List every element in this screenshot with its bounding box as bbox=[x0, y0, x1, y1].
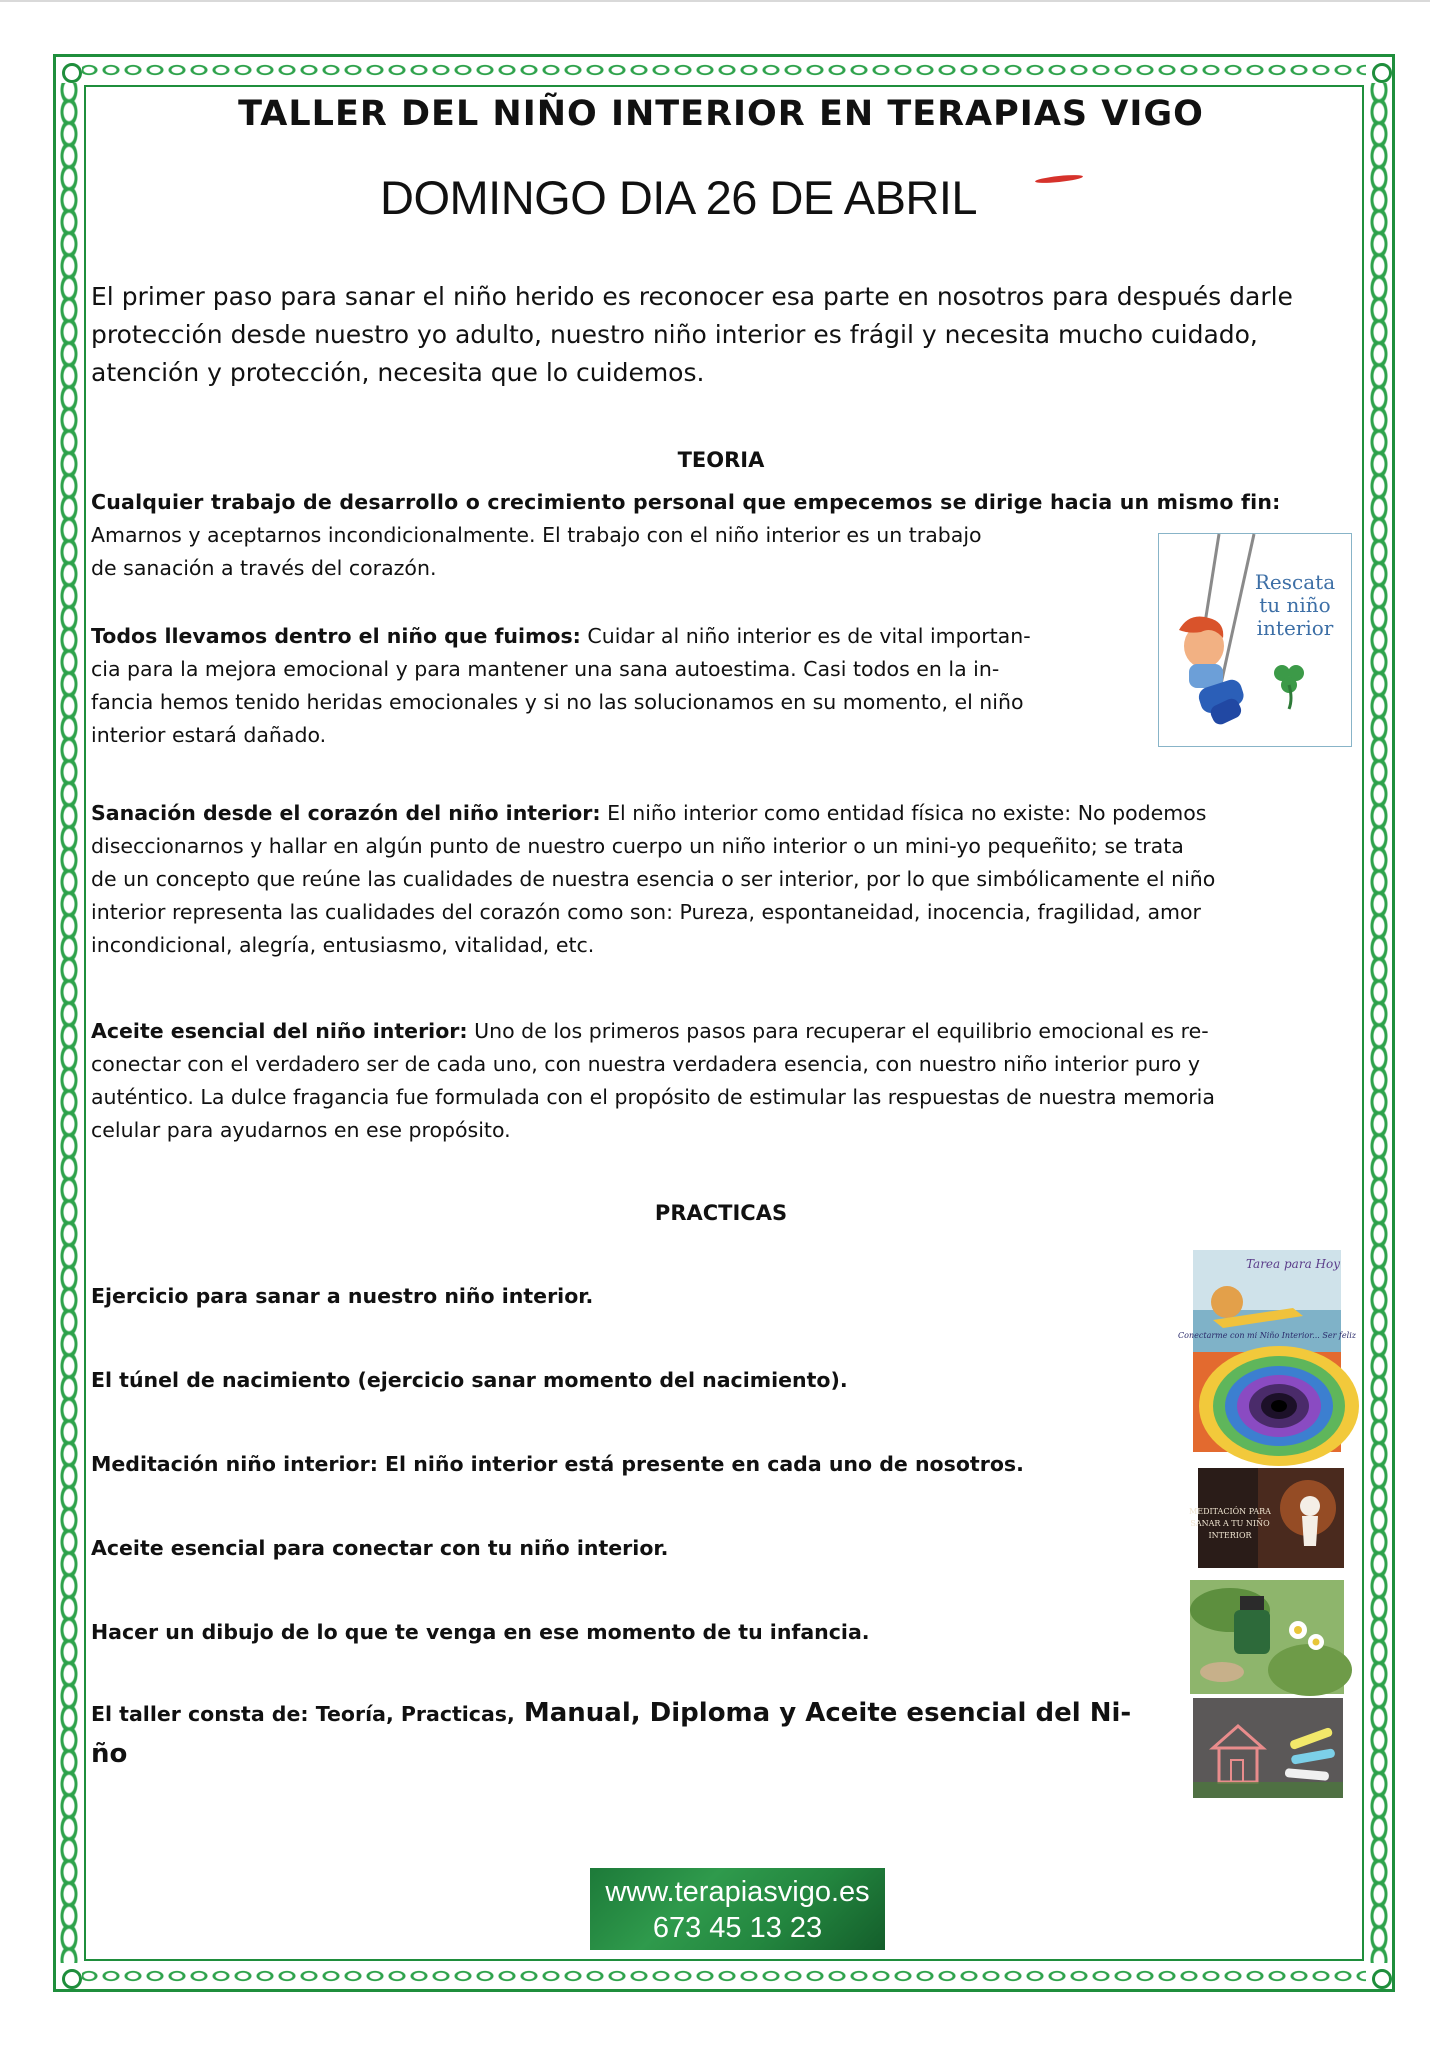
teoria-paragraph-1-cont bbox=[91, 519, 982, 585]
practice-item: El túnel de nacimiento (ejercicio sanar momento del nacimiento). bbox=[91, 1368, 848, 1392]
paragraph-line: El niño interior como entidad física no existe: No podemos bbox=[600, 801, 1207, 825]
practicas-heading: PRACTICAS bbox=[654, 1201, 788, 1225]
thumbnail-caption: MEDITACIÓN PARA bbox=[1189, 1507, 1271, 1516]
teoria-paragraph-4 bbox=[91, 1015, 1215, 1147]
border-corner-ornament bbox=[1366, 1963, 1392, 1989]
paragraph-line: auténtico. La dulce fragancia fue formulada con el propósito de estimular las respuestas de nuestra memoria bbox=[91, 1085, 1215, 1109]
closing-text: El taller consta de: Teoría, Practicas, bbox=[91, 1702, 515, 1726]
teoria-heading: TEORIA bbox=[677, 448, 765, 472]
paragraph-line: diseccionarnos y hallar en algún punto de nuestro cuerpo un niño interior o un mini-yo pequeñito; se trata bbox=[91, 834, 1184, 858]
paragraph-line: conectar con el verdadero ser de cada uno, con nuestra verdadera esencia, con nuestro niño interior puro y bbox=[91, 1052, 1200, 1076]
image-caption-line: interior bbox=[1256, 616, 1334, 640]
page-title: TALLER DEL NIÑO INTERIOR EN TERAPIAS VIGO bbox=[238, 94, 1204, 134]
paragraph-line: interior representa las cualidades del corazón como son: Pureza, espontaneidad, inocencia, fragilidad, amor bbox=[91, 900, 1201, 924]
border-bottom-chain bbox=[56, 1963, 1392, 1989]
paragraph-line: Cuidar al niño interior es de vital importan- bbox=[580, 624, 1031, 648]
website-link[interactable]: www.terapiasvigo.es bbox=[605, 1876, 870, 1908]
image-caption-line: Rescata bbox=[1254, 570, 1336, 594]
intro-paragraph: El primer paso para sanar el niño herido es reconocer esa parte en nosotros para después darle protección desde nuestro yo adulto, nuestro niño interior es frágil y necesita mucho cuidado, atención y protección, necesita que lo cuidemos. bbox=[91, 282, 1293, 387]
paragraph-line: Uno de los primeros pasos para recuperar el equilibrio emocional es re- bbox=[467, 1019, 1209, 1043]
paragraph-line: de sanación a través del corazón. bbox=[91, 556, 437, 580]
rainbow-tunnel-thumbnail bbox=[1193, 1352, 1341, 1452]
image-caption-line: tu niño bbox=[1259, 593, 1331, 617]
border-left-chain bbox=[56, 57, 82, 1989]
paragraph-line: interior estará dañado. bbox=[91, 723, 327, 747]
rescata-nino-interior-image bbox=[1158, 533, 1352, 747]
closing-text: Manual, Diploma y Aceite esencial del Ni- bbox=[514, 1698, 1132, 1728]
paragraph-line: celular para ayudarnos en ese propósito. bbox=[91, 1118, 511, 1142]
contact-banner bbox=[590, 1868, 885, 1950]
paragraph-lead: Sanación desde el corazón del niño interior: bbox=[91, 801, 601, 825]
meditacion-thumbnail bbox=[1189, 1468, 1344, 1568]
workshop-includes bbox=[91, 1694, 1191, 1776]
paragraph-line: cia para la mejora emocional y para mantener una sana autoestima. Casi todos en la in- bbox=[91, 657, 1000, 681]
thumbnail-caption: SANAR A TU NIÑO bbox=[1190, 1519, 1270, 1528]
paragraph-lead: Todos llevamos dentro el niño que fuimos: bbox=[91, 624, 581, 648]
teoria-paragraph-3 bbox=[91, 797, 1215, 962]
event-date: DOMINGO DIA 26 DE ABRIL bbox=[380, 171, 978, 224]
border-top-chain bbox=[56, 57, 1392, 83]
page-top-divider bbox=[0, 0, 1430, 2]
thumbnail-caption: INTERIOR bbox=[1208, 1531, 1252, 1540]
border-corner-ornament bbox=[1366, 57, 1392, 83]
practice-item: Ejercicio para sanar a nuestro niño interior. bbox=[91, 1284, 594, 1308]
chalk-drawing-thumbnail bbox=[1193, 1698, 1343, 1798]
practice-item: Aceite esencial para conectar con tu niño interior. bbox=[91, 1536, 669, 1560]
tarea-para-hoy-thumbnail bbox=[1178, 1250, 1356, 1352]
paragraph-line: fancia hemos tenido heridas emocionales y si no las solucionamos en su momento, el niño bbox=[91, 690, 1024, 714]
paragraph-lead: Aceite esencial del niño interior: bbox=[91, 1019, 468, 1043]
essential-oil-thumbnail bbox=[1190, 1580, 1344, 1694]
swing-child-illustration bbox=[1159, 534, 1353, 748]
clover-icon bbox=[1274, 665, 1304, 709]
practice-item: Hacer un dibujo de lo que te venga en ese momento de tu infancia. bbox=[91, 1620, 870, 1644]
closing-text: ño bbox=[91, 1739, 128, 1769]
practice-item: Meditación niño interior: El niño interior está presente en cada uno de nosotros. bbox=[91, 1452, 1024, 1476]
paragraph-line: incondicional, alegría, entusiasmo, vitalidad, etc. bbox=[91, 933, 595, 957]
teoria-paragraph-2 bbox=[91, 620, 1031, 752]
thumbnail-caption: Conectarme con mi Niño Interior... Ser feliz bbox=[1178, 1331, 1356, 1340]
border-corner-ornament bbox=[56, 1963, 82, 1989]
border-right-chain bbox=[1366, 57, 1392, 1989]
paragraph-line: Amarnos y aceptarnos incondicionalmente. El trabajo con el niño interior es un trabajo bbox=[91, 523, 982, 547]
phone-number: 673 45 13 23 bbox=[652, 1912, 823, 1944]
paragraph-line: de un concepto que reúne las cualidades de nuestra esencia o ser interior, por lo que simbólicamente el niño bbox=[91, 867, 1216, 891]
thumbnail-caption: Tarea para Hoy bbox=[1245, 1257, 1341, 1271]
paragraph-lead: Cualquier trabajo de desarrollo o crecimiento personal que empecemos se dirige hacia un mismo fin: bbox=[91, 490, 1281, 514]
border-corner-ornament bbox=[56, 57, 82, 83]
teoria-paragraph-1 bbox=[91, 486, 1353, 519]
